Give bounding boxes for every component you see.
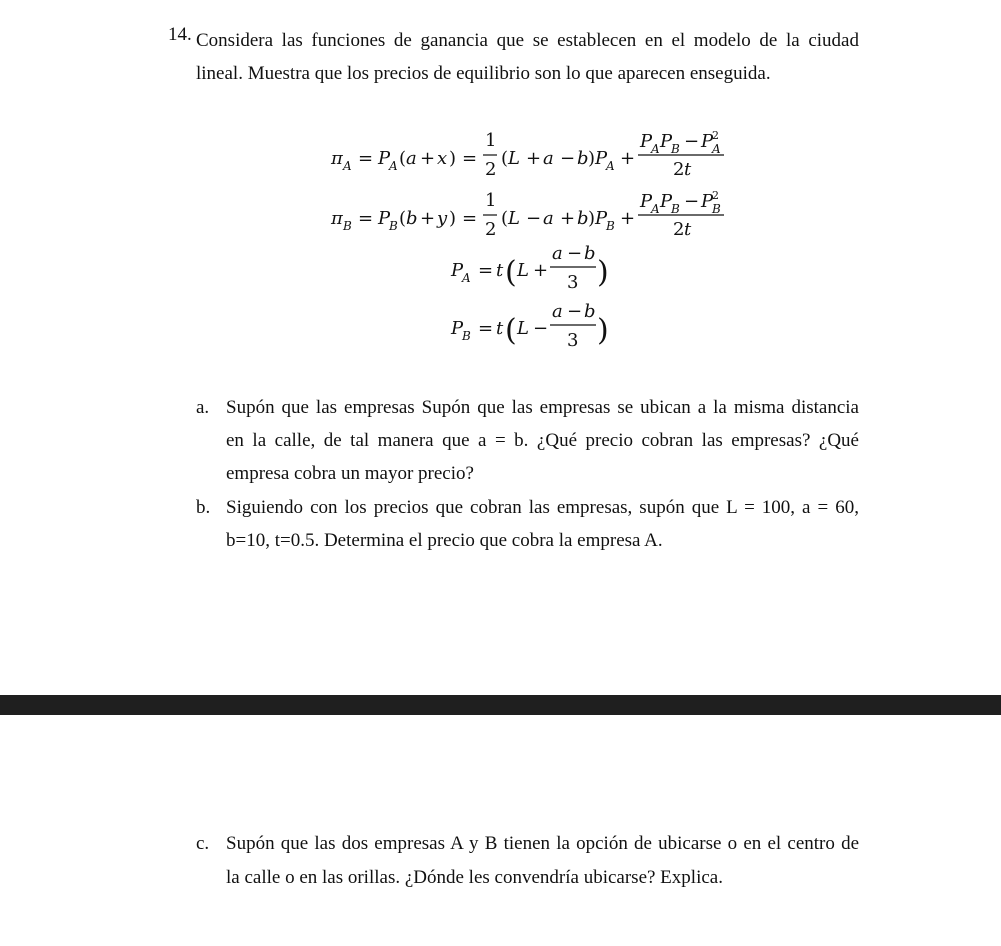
svg-text:a: a bbox=[552, 301, 563, 322]
svg-text:): ) bbox=[588, 208, 596, 229]
svg-text:L: L bbox=[508, 148, 520, 169]
equilibrium-equations bbox=[0, 0, 1001, 380]
svg-text:A: A bbox=[343, 159, 352, 173]
svg-text:B: B bbox=[671, 142, 680, 156]
svg-text:a: a bbox=[552, 243, 563, 264]
svg-text:P: P bbox=[595, 148, 608, 169]
svg-text:3: 3 bbox=[567, 272, 579, 293]
svg-text:2: 2 bbox=[712, 129, 719, 142]
svg-text:=: = bbox=[358, 208, 374, 229]
svg-text:π: π bbox=[331, 148, 343, 169]
item-b-letter: b. bbox=[196, 497, 211, 518]
svg-text:b: b bbox=[577, 208, 589, 229]
item-a-line-1: Supón que las empresas Supón que las empresas se ubican a la misma distancia bbox=[226, 397, 859, 418]
svg-text:1: 1 bbox=[485, 130, 497, 151]
svg-text:−: − bbox=[684, 191, 700, 212]
svg-text:+: + bbox=[620, 208, 636, 229]
item-a-letter: a. bbox=[196, 397, 210, 418]
svg-text:P: P bbox=[640, 191, 653, 212]
svg-text:P: P bbox=[640, 131, 653, 152]
svg-text:2: 2 bbox=[673, 159, 685, 180]
svg-text:A: A bbox=[462, 271, 471, 285]
page-separator bbox=[0, 695, 1001, 715]
svg-text:(: ( bbox=[501, 148, 509, 169]
item-c-letter: c. bbox=[196, 833, 210, 854]
svg-text:): ) bbox=[449, 208, 457, 229]
item-c-line-2: la calle o en las orillas. ¿Dónde les convendría ubicarse? Explica. bbox=[226, 867, 723, 888]
svg-text:y: y bbox=[437, 208, 448, 229]
svg-text:P: P bbox=[451, 260, 464, 281]
svg-text:2: 2 bbox=[712, 189, 719, 202]
svg-text:L: L bbox=[517, 260, 529, 281]
item-c-line-1: Supón que las dos empresas A y B tienen la opción de ubicarse o en el centro de bbox=[226, 833, 859, 854]
item-a-line-2: en la calle, de tal manera que a = b. ¿Qué precio cobran las empresas? ¿Qué bbox=[226, 430, 859, 451]
svg-text:t: t bbox=[496, 260, 504, 281]
svg-text:P: P bbox=[660, 131, 673, 152]
svg-text:P: P bbox=[378, 148, 391, 169]
svg-text:=: = bbox=[478, 260, 494, 281]
svg-text:(: ( bbox=[399, 208, 407, 229]
svg-text:+: + bbox=[533, 260, 549, 281]
svg-text:P: P bbox=[451, 318, 464, 339]
svg-text:x: x bbox=[437, 148, 448, 169]
svg-text:t: t bbox=[684, 159, 692, 180]
svg-text:b: b bbox=[584, 301, 596, 322]
svg-text:): ) bbox=[597, 255, 609, 290]
svg-text:+: + bbox=[420, 208, 436, 229]
equation-profit-b bbox=[330, 189, 724, 240]
svg-text:P: P bbox=[595, 208, 608, 229]
svg-text:+: + bbox=[420, 148, 436, 169]
svg-text:(: ( bbox=[399, 148, 407, 169]
svg-text:b: b bbox=[577, 148, 589, 169]
svg-text:+: + bbox=[526, 148, 542, 169]
svg-text:2: 2 bbox=[485, 219, 497, 240]
svg-text:−: − bbox=[567, 243, 583, 264]
svg-text:a: a bbox=[543, 208, 554, 229]
svg-text:B: B bbox=[389, 219, 398, 233]
svg-text:t: t bbox=[684, 219, 692, 240]
svg-text:P: P bbox=[378, 208, 391, 229]
item-a-line-3: empresa cobra un mayor precio? bbox=[226, 463, 474, 484]
svg-text:P: P bbox=[701, 191, 714, 212]
svg-text:L: L bbox=[508, 208, 520, 229]
svg-text:B: B bbox=[606, 219, 615, 233]
svg-text:−: − bbox=[567, 301, 583, 322]
question-text-line-2: lineal. Muestra que los precios de equilibrio son lo que aparecen enseguida. bbox=[196, 63, 771, 84]
svg-text:B: B bbox=[462, 329, 471, 343]
svg-text:=: = bbox=[462, 148, 478, 169]
svg-text:b: b bbox=[406, 208, 418, 229]
svg-text:+: + bbox=[620, 148, 636, 169]
svg-text:A: A bbox=[389, 159, 398, 173]
svg-text:+: + bbox=[560, 208, 576, 229]
svg-text:A: A bbox=[712, 142, 721, 156]
equation-profit-a bbox=[330, 129, 724, 180]
svg-text:B: B bbox=[343, 219, 352, 233]
svg-text:2: 2 bbox=[485, 159, 497, 180]
svg-text:−: − bbox=[684, 131, 700, 152]
question-text-line-1: Considera las funciones de ganancia que se establecen en el modelo de la ciudad bbox=[196, 30, 859, 51]
svg-text:B: B bbox=[671, 202, 680, 216]
svg-text:=: = bbox=[462, 208, 478, 229]
svg-text:a: a bbox=[406, 148, 417, 169]
svg-text:L: L bbox=[517, 318, 529, 339]
svg-text:(: ( bbox=[505, 313, 517, 348]
svg-text:(: ( bbox=[501, 208, 509, 229]
svg-text:): ) bbox=[597, 313, 609, 348]
svg-text:B: B bbox=[712, 202, 721, 216]
equation-price-a bbox=[450, 243, 609, 293]
svg-text:A: A bbox=[651, 142, 660, 156]
svg-text:b: b bbox=[584, 243, 596, 264]
item-b-line-1: Siguiendo con los precios que cobran las empresas, supón que L = 100, a = 60, bbox=[226, 497, 859, 518]
svg-text:): ) bbox=[449, 148, 457, 169]
svg-text:−: − bbox=[526, 208, 542, 229]
equation-price-b bbox=[450, 301, 609, 351]
item-b-line-2: b=10, t=0.5. Determina el precio que cobra la empresa A. bbox=[226, 530, 663, 551]
svg-text:a: a bbox=[543, 148, 554, 169]
svg-text:P: P bbox=[701, 131, 714, 152]
svg-text:−: − bbox=[533, 318, 549, 339]
svg-text:1: 1 bbox=[485, 190, 497, 211]
svg-text:P: P bbox=[660, 191, 673, 212]
svg-text:): ) bbox=[588, 148, 596, 169]
svg-text:=: = bbox=[358, 148, 374, 169]
svg-text:A: A bbox=[651, 202, 660, 216]
svg-text:=: = bbox=[478, 318, 494, 339]
svg-text:−: − bbox=[560, 148, 576, 169]
svg-text:t: t bbox=[496, 318, 504, 339]
svg-text:2: 2 bbox=[673, 219, 685, 240]
svg-text:π: π bbox=[331, 208, 343, 229]
svg-text:(: ( bbox=[505, 255, 517, 290]
svg-text:A: A bbox=[606, 159, 615, 173]
svg-text:3: 3 bbox=[567, 330, 579, 351]
question-number: 14. bbox=[168, 24, 192, 45]
